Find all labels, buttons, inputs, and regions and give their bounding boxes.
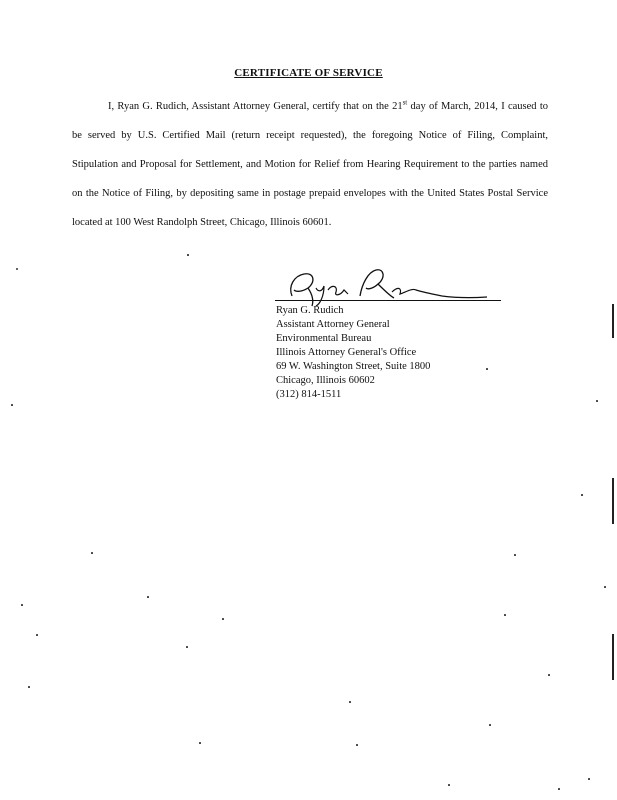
- scan-speck: [222, 618, 224, 620]
- scan-speck: [548, 674, 550, 676]
- scan-speck: [514, 554, 516, 556]
- scan-speck: [186, 646, 188, 648]
- paragraph-intro: I, Ryan G. Rudich, Assistant Attorney General, certify that on the 21: [108, 101, 403, 112]
- signer-office: Illinois Attorney General's Office: [276, 347, 417, 358]
- signature-line: [275, 300, 501, 301]
- scan-speck: [28, 686, 30, 688]
- scan-speck: [596, 400, 598, 402]
- scan-speck: [91, 552, 93, 554]
- signer-title: Assistant Attorney General: [276, 319, 390, 330]
- signer-name: Ryan G. Rudich: [276, 305, 344, 316]
- scan-speck: [489, 724, 491, 726]
- certification-paragraph: [72, 92, 548, 237]
- scan-speck: [199, 742, 201, 744]
- scan-edge-mark: [612, 478, 614, 524]
- scan-speck: [558, 788, 560, 790]
- scan-speck: [21, 604, 23, 606]
- scan-speck: [581, 494, 583, 496]
- scan-edge-mark: [612, 634, 614, 680]
- scan-speck: [349, 701, 351, 703]
- signer-phone: (312) 814-1511: [276, 389, 342, 400]
- scan-speck: [187, 254, 189, 256]
- document-title: CERTIFICATE OF SERVICE: [234, 67, 383, 79]
- handwritten-signature: [282, 266, 506, 308]
- signer-city: Chicago, Illinois 60602: [276, 375, 375, 386]
- signature-block: [276, 304, 430, 402]
- scan-speck: [448, 784, 450, 786]
- scan-speck: [36, 634, 38, 636]
- signer-street: 69 W. Washington Street, Suite 1800: [276, 361, 431, 372]
- scan-speck: [504, 614, 506, 616]
- scan-edge-mark: [612, 304, 614, 338]
- scan-speck: [11, 404, 13, 406]
- day-suffix: st: [402, 98, 408, 107]
- scan-speck: [604, 586, 606, 588]
- scan-speck: [486, 368, 488, 370]
- scan-speck: [147, 596, 149, 598]
- scan-speck: [356, 744, 358, 746]
- scan-speck: [588, 778, 590, 780]
- paragraph-rest: day of March, 2014, I caused to be served by U.S. Certified Mail (return receipt requested), the foregoing Notice of Filing, Complaint, Stipulation and Proposal for Settlement, and Motion for Relief from Hearing Requirement to the parties named on the Notice of Filing, by depositing same in postage prepaid envelopes with the United States Postal Service located at 100 West Randolph Street, Chicago, Illinois 60601.: [72, 101, 548, 228]
- scan-speck: [16, 268, 18, 270]
- signer-bureau: Environmental Bureau: [276, 333, 372, 344]
